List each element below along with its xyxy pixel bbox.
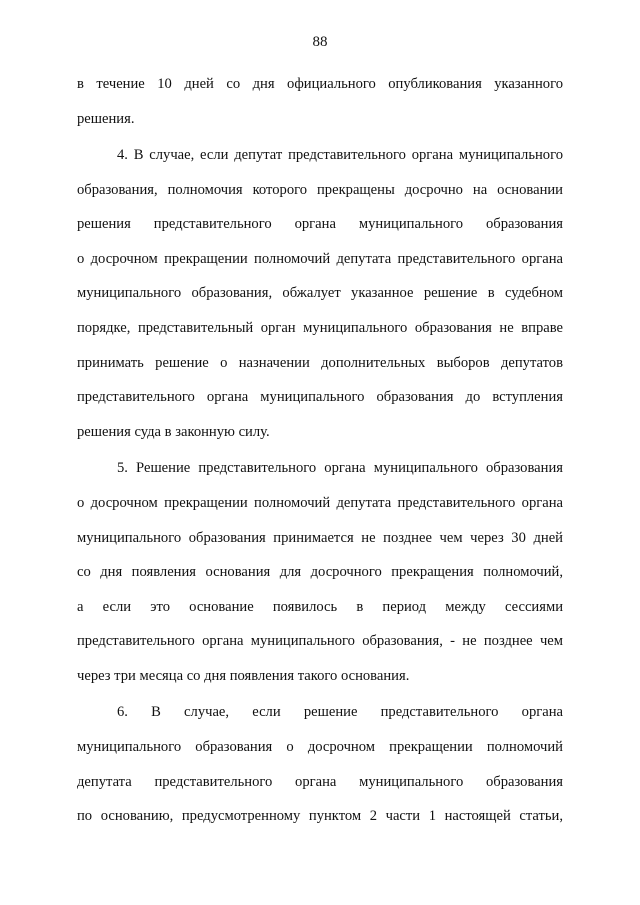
text-line: образования, полномочия которого прекращены досрочно на основании (77, 181, 563, 198)
text-line: муниципального образования, обжалует указанное решение в судебном (77, 285, 563, 302)
text-line: решения суда в законную силу. (77, 423, 270, 440)
text-line: решения представительного органа муниципального образования (77, 216, 563, 233)
text-line: а если это основание появилось в период между сессиями (77, 598, 563, 615)
paragraph-6-first-line: 6. В случае, если решение представительного органа (117, 704, 563, 721)
document-body (77, 74, 563, 841)
text-line: по основанию, предусмотренному пунктом 2 части 1 настоящей статьи, (77, 808, 563, 825)
text-line: со дня появления основания для досрочного прекращения полномочий, (77, 564, 563, 581)
text-line: представительного органа муниципального образования до вступления (77, 389, 563, 406)
text-line: решения. (77, 110, 135, 127)
text-line: через три месяца со дня появления такого основания. (77, 667, 410, 684)
text-line: порядке, представительный орган муниципального образования не вправе (77, 320, 563, 337)
text-line: муниципального образования принимается не позднее чем через 30 дней (77, 529, 563, 546)
text-line: муниципального образования о досрочном прекращении полномочий (77, 739, 563, 755)
text-line: в течение 10 дней со дня официального опубликования указанного (77, 76, 563, 92)
text-line: депутата представительного органа муниципального образования (77, 773, 563, 790)
page-number: 88 (312, 34, 328, 50)
text-line: представительного органа муниципального образования, - не позднее чем (77, 633, 563, 650)
text-line: принимать решение о назначении дополнительных выборов депутатов (77, 354, 563, 371)
paragraph-4-first-line: 4. В случае, если депутат представительного органа муниципального (117, 147, 563, 164)
text-line: о досрочном прекращении полномочий депутата представительного органа (77, 250, 563, 267)
paragraph-5-first-line: 5. Решение представительного органа муниципального образования (117, 460, 563, 477)
text-line: о досрочном прекращении полномочий депутата представительного органа (77, 494, 563, 511)
